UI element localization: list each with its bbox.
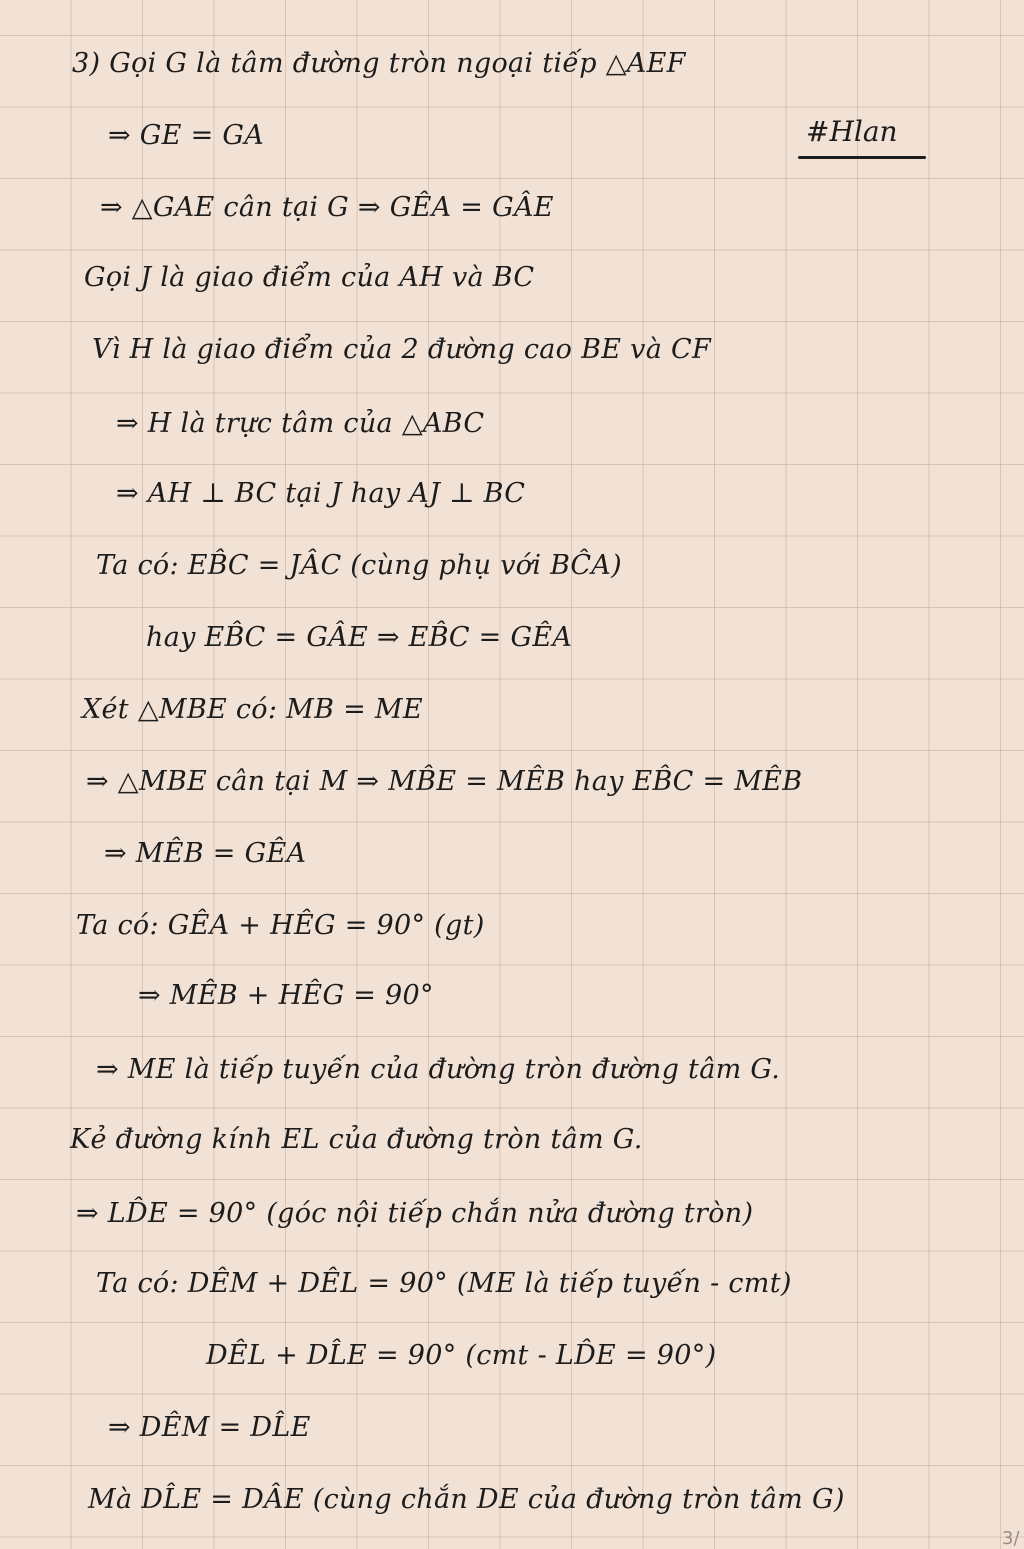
text-line-14: ⇒ MÊB + HÊG = 90° bbox=[138, 980, 434, 1011]
text-line-5: Vì H là giao điểm của 2 đường cao BE và CF bbox=[92, 334, 711, 365]
text-line-1: 3) Gọi G là tâm đường tròn ngoại tiếp △AEF bbox=[72, 48, 686, 79]
text-line-8: Ta có: EB̂C = JÂC (cùng phụ với BĈA) bbox=[96, 550, 622, 581]
text-line-6: ⇒ H là trực tâm của △ABC bbox=[116, 408, 485, 439]
text-line-12: ⇒ MÊB = GÊA bbox=[104, 838, 307, 869]
text-line-17: ⇒ LD̂E = 90° (góc nội tiếp chắn nửa đường tròn) bbox=[76, 1198, 754, 1229]
text-line-19: DÊL + DL̂E = 90° (cmt - LD̂E = 90°) bbox=[206, 1340, 717, 1371]
text-line-9: hay EB̂C = GÂE ⇒ EB̂C = GÊA bbox=[146, 622, 573, 653]
page-corner-mark: 3/ bbox=[1002, 1528, 1020, 1549]
text-line-2: ⇒ GE = GA bbox=[108, 120, 265, 151]
text-line-10: Xét △MBE có: MB = ME bbox=[82, 694, 423, 725]
hashtag-label: #Hlan bbox=[806, 115, 898, 148]
text-line-13: Ta có: GÊA + HÊG = 90° (gt) bbox=[76, 910, 485, 941]
text-line-18: Ta có: DÊM + DÊL = 90° (ME là tiếp tuyến - cmt) bbox=[96, 1268, 792, 1299]
text-line-3: ⇒ △GAE cân tại G ⇒ GÊA = GÂE bbox=[100, 192, 554, 223]
text-line-7: ⇒ AH ⊥ BC tại J hay AJ ⊥ BC bbox=[116, 478, 526, 509]
hashtag-underline bbox=[798, 156, 926, 159]
text-line-16: Kẻ đường kính EL của đường tròn tâm G. bbox=[70, 1124, 643, 1155]
text-line-11: ⇒ △MBE cân tại M ⇒ MB̂E = MÊB hay EB̂C = MÊB bbox=[86, 766, 803, 797]
text-line-20: ⇒ DÊM = DL̂E bbox=[108, 1412, 311, 1443]
text-line-4: Gọi J là giao điểm của AH và BC bbox=[84, 262, 535, 293]
text-line-21: Mà DL̂E = DÂE (cùng chắn DE của đường tròn tâm G) bbox=[88, 1484, 845, 1515]
text-line-15: ⇒ ME là tiếp tuyến của đường tròn đường tâm G. bbox=[96, 1054, 781, 1085]
